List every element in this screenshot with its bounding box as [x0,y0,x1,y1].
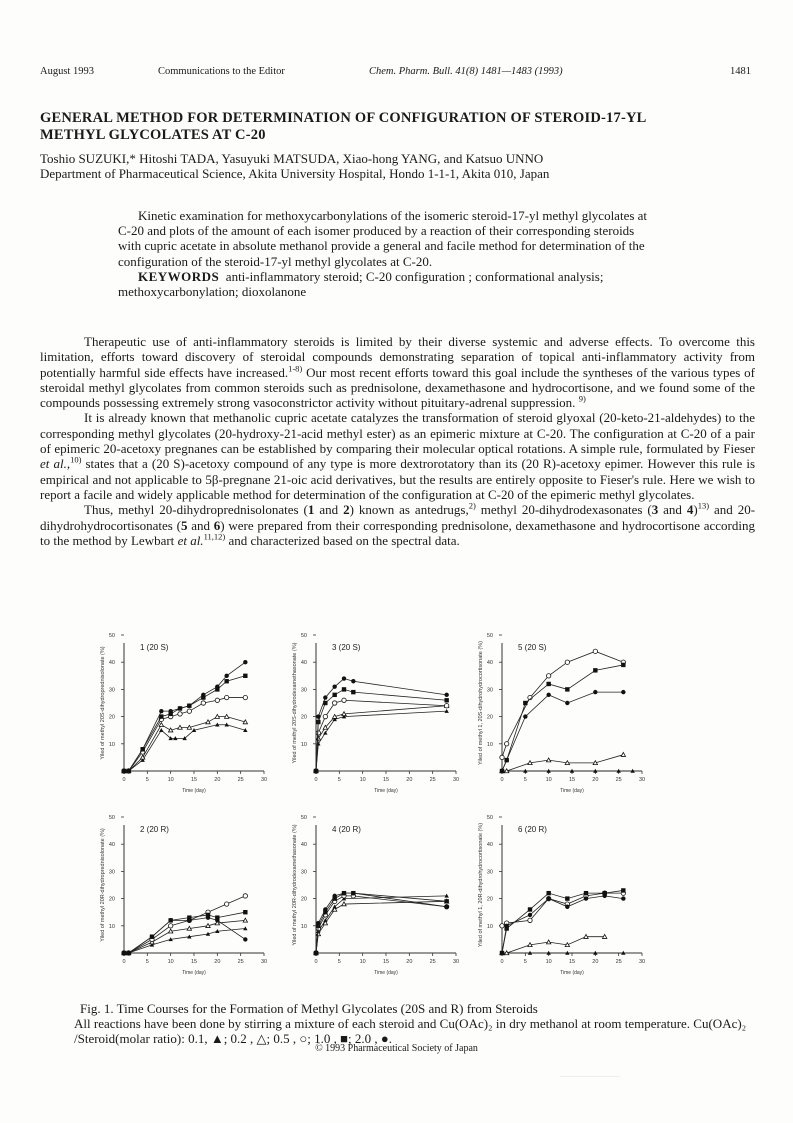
data-point-circle-filled [602,894,606,898]
data-point-circle-filled [323,907,327,911]
x-tick-label: 0 [122,959,126,965]
panel-label: 3 (20 S) [332,643,361,652]
chart-panel-4 [292,815,459,976]
data-point-triangle-filled [159,728,163,732]
y-tick-label: 50 [108,815,115,821]
x-tick-label: 10 [545,777,552,783]
data-point-circle-open [565,660,569,664]
p3-f: ) were prepared from their corresponding prednisolone, dexamethasone and hydrocortisone according to the method by Lewbart [40,517,755,548]
y-tick-label: 20 [486,714,493,721]
x-tick-label: 30 [452,959,460,965]
data-point-triangle-open [504,951,508,955]
data-point-circle-open [593,649,597,653]
data-point-triangle-open [243,918,247,922]
data-point-circle-open [342,698,346,702]
panel-label: 2 (20 R) [140,825,169,834]
x-tick-label: 30 [260,777,268,783]
y-tick-label: 40 [486,842,493,849]
x-axis-label: Time (day) [560,970,584,976]
panel-label: 6 (20 R) [518,825,547,834]
data-point-triangle-open [565,761,569,765]
x-tick-label: 0 [314,777,318,783]
x-tick-label: 25 [237,777,244,783]
series-line-triangle-open [502,755,623,771]
x-axis-label: Time (day) [374,970,398,976]
data-point-triangle-open [342,902,346,906]
y-axis-label: Yiled of methyl 20R-dihydroprednisolonate (%) [100,828,106,942]
x-tick-label: 20 [214,777,221,783]
x-tick-label: 5 [337,777,341,783]
et-al-2: et al. [177,532,204,548]
data-point-square-filled [546,891,550,895]
data-point-circle-filled [342,891,346,895]
data-point-triangle-open [504,769,508,773]
figure-caption [74,1001,754,1046]
data-point-triangle-open [178,725,182,729]
x-axis-label: Time (day) [182,788,206,794]
data-point-circle-filled [314,769,318,773]
scan-mark [560,1076,620,1077]
data-point-circle-filled [523,714,527,718]
body-text [40,334,755,548]
title-line-1: GENERAL METHOD FOR DETERMINATION OF CONFIGURATION OF STEROID-17-YL [40,110,647,126]
data-point-square-filled [351,690,355,694]
paragraph-2 [40,410,755,502]
data-point-circle-filled [332,684,336,688]
x-tick-label: 5 [145,777,149,783]
data-point-circle-filled [150,934,154,938]
y-tick-label: 10 [486,923,493,930]
figure-1 [94,617,734,1001]
data-point-square-filled [224,679,228,683]
data-point-square-filled [621,663,625,667]
data-point-triangle-open [602,934,606,938]
x-tick-label: 20 [592,959,599,965]
series-line-circle-open [316,896,447,953]
data-point-circle-open [500,755,504,759]
data-point-circle-open [444,704,448,708]
x-tick-label: 30 [638,959,646,965]
data-point-circle-filled [621,896,625,900]
data-point-circle-filled [126,769,130,773]
chart-panel-3 [292,633,459,794]
data-point-circle-filled [168,709,172,713]
p3-d: ) [693,502,698,518]
data-point-square-filled [565,687,569,691]
series-line-triangle-filled [124,929,245,953]
x-tick-label: 15 [382,959,390,965]
series-line-circle-filled [502,692,623,771]
ref-13: 13) [697,500,710,511]
y-tick-label: 10 [300,741,307,748]
x-tick-label: 0 [122,777,126,783]
data-point-triangle-open [565,943,569,947]
x-tick-label: 0 [500,959,504,965]
y-tick-label: 50 [486,815,493,821]
data-point-circle-filled [243,660,247,664]
data-point-square-filled [342,687,346,691]
x-tick-label: 25 [429,959,436,965]
authors: Toshio SUZUKI,* Hitoshi TADA, Yasuyuki MATSUDA, Xiao-hong YANG, and Katsuo UNNO [40,151,544,166]
paragraph-1-text: Therapeutic use of anti-inflammatory steroids is limited by their diverse systemic and adverse effects. To overcome this limitation, efforts toward discovery of steroidal compounds demonstrating separation of topical anti-inflammatory activity from potentially harmful side effects have increased. [40,334,755,380]
data-point-circle-filled [565,701,569,705]
y-axis-label: Yiled of methyl 1, 20R-dihydrohydrocortisonate (%) [478,822,484,948]
data-point-circle-open [504,742,508,746]
compound-1: 1 [307,502,315,518]
data-point-square-filled [332,693,336,697]
y-tick-label: 50 [108,633,115,639]
chart-panel-6 [478,815,645,976]
data-point-circle-filled [332,894,336,898]
series-line-circle-filled [124,918,245,953]
x-tick-label: 15 [382,777,390,783]
data-point-circle-filled [122,769,126,773]
data-point-circle-open [187,709,191,713]
x-axis-label: Time (day) [374,788,398,794]
keywords-text: anti-inflammatory steroid; C-20 configuration ; conformational analysis; methoxycarbonylation; dioxolanone [118,268,604,300]
data-point-square-filled [523,701,527,705]
data-point-circle-filled [316,921,320,925]
data-point-circle-open [243,695,247,699]
y-tick-label: 50 [300,633,307,639]
data-point-circle-filled [316,714,320,718]
data-point-circle-filled [584,896,588,900]
data-point-circle-filled [243,937,247,941]
y-tick-label: 10 [300,923,307,930]
data-point-triangle-open [168,728,172,732]
x-tick-label: 25 [615,959,622,965]
p3-and-3: and [191,517,211,533]
x-tick-label: 10 [167,959,174,965]
compound-3: 3 [651,502,659,518]
x-tick-label: 20 [406,959,413,965]
y-tick-label: 30 [486,687,493,694]
keywords [118,269,658,299]
series-line-triangle-open [502,937,605,953]
ref-2: 2) [468,500,476,511]
x-tick-label: 30 [452,777,460,783]
y-tick-label: 30 [108,687,115,694]
p3-b: ) known as antedrugs, [349,502,469,518]
x-tick-label: 20 [592,777,599,783]
data-point-square-filled [444,698,448,702]
x-tick-label: 15 [190,777,198,783]
y-tick-label: 10 [486,741,493,748]
x-tick-label: 10 [359,959,366,965]
data-point-circle-filled [504,758,508,762]
caption-body: All reactions have been done by stirring a mixture of each steroid and Cu(OAc)₂ in dry methanol at room temperature. Cu(OAc)₂ /Steroid(molar ratio): 0.1, ▲; 0.2 , △; 0.5 , ○; 1.0 , ■; 2.0 , ●. [74,1016,747,1046]
paragraph-1-text-b: Our most recent efforts toward this goal include the syntheses of the various types of steroidal methyl glycolates from common steroids such as prednisolone, dexamethasone and hydrocortisone, and we found some of the compounds possessing extremely strong vasoconstrictor activity without pituitary-adrenal suppression. [40,364,756,411]
chart-panel-2 [100,815,267,976]
x-tick-label: 30 [260,959,268,965]
data-point-circle-filled [187,918,191,922]
p3-and-1: and [319,502,339,518]
data-point-circle-open [243,894,247,898]
data-point-circle-filled [546,896,550,900]
compound-5: 5 [180,517,188,533]
panel-label: 1 (20 S) [140,643,169,652]
y-axis-label: Yiled of methyl 1, 20S-dihydrohydrocortisonate (%) [478,641,484,765]
data-point-circle-filled [215,918,219,922]
x-tick-label: 0 [500,777,504,783]
data-point-square-filled [528,907,532,911]
x-tick-label: 25 [615,777,622,783]
data-point-circle-filled [565,905,569,909]
caption-title: Fig. 1. Time Courses for the Formation of Methyl Glycolates (20S and R) from Steroids [80,1001,538,1016]
copyright: © 1993 Pharmaceutical Society of Japan [315,1043,478,1054]
header-date: August 1993 [40,66,94,77]
panel-label: 4 (20 R) [332,825,361,834]
x-tick-label: 5 [145,959,149,965]
article-title [40,110,760,144]
data-point-circle-filled [504,924,508,928]
data-point-circle-open [215,698,219,702]
series-line-circle-filled [316,679,447,771]
x-tick-label: 20 [406,777,413,783]
data-point-circle-filled [126,951,130,955]
y-tick-label: 20 [300,714,307,721]
compound-2: 2 [343,502,350,518]
y-tick-label: 40 [108,660,115,667]
chart-panel-5 [478,633,645,794]
data-point-circle-filled [187,704,191,708]
data-point-circle-filled [351,679,355,683]
x-tick-label: 10 [167,777,174,783]
data-point-circle-open [323,714,327,718]
data-point-circle-filled [546,693,550,697]
data-point-square-filled [584,891,588,895]
y-tick-label: 20 [300,896,307,903]
data-point-circle-filled [215,684,219,688]
data-point-circle-filled [621,690,625,694]
data-point-triangle-open [342,712,346,716]
y-tick-label: 50 [300,815,307,821]
data-point-circle-filled [323,695,327,699]
paragraph-1 [40,334,755,410]
panel-label: 5 (20 S) [518,643,547,652]
header-journal: Chem. Pharm. Bull. 41(8) 1481—1483 (1993) [369,66,563,77]
data-point-circle-filled [342,676,346,680]
x-tick-label: 5 [337,959,341,965]
data-point-circle-open [224,902,228,906]
x-tick-label: 15 [568,959,576,965]
y-tick-label: 30 [108,869,115,876]
ref-1-8: 1-8) [288,363,303,374]
x-tick-label: 5 [523,959,527,965]
data-point-circle-open [201,701,205,705]
data-point-circle-filled [500,951,504,955]
y-tick-label: 20 [108,714,115,721]
chart-panel-1 [100,633,267,794]
data-point-triangle-open [593,761,597,765]
data-point-square-filled [243,910,247,914]
data-point-triangle-open [243,720,247,724]
x-axis-label: Time (day) [560,788,584,794]
abstract-text: Kinetic examination for methoxycarbonylations of the isomeric steroid-17-yl methyl glycolates at C-20 and plots of the amount of each isomer produced by a reaction of their corresponding steroids with cupric acetate in absolute methanol provide a general and facile method for determination of the configuration of the steroid-17-yl methyl glycolates at C-20. [118,208,648,269]
x-tick-label: 0 [314,959,318,965]
data-point-square-filled [444,899,448,903]
paragraph-2-text: It is already known that methanolic cupric acetate catalyzes the transformation of steroid glyoxal (20-keto-21-aldehydes) to the corresponding methyl glycolates (20-hydroxy-21-acid methyl ester) as an epimeric mixture at C-20. The configuration at C-20 of a pair of epimeric 20-acetoxy pregnanes can be established by comparing their molecular optical rotations. A simple rule, formulated by Fieser [40,410,755,457]
data-point-circle-open [546,674,550,678]
y-tick-label: 10 [108,923,115,930]
y-axis-label: Yiled of methyl 20S-dihydrodexamethasonate (%) [292,642,298,764]
y-tick-label: 30 [300,869,307,876]
data-point-square-filled [243,674,247,678]
y-axis-label: Yiled of methyl 20R-dihydrodexamethasonate (%) [292,824,298,946]
x-tick-label: 5 [523,777,527,783]
data-point-circle-open [332,701,336,705]
data-point-circle-open [168,924,172,928]
y-tick-label: 30 [300,687,307,694]
data-point-triangle-open [584,934,588,938]
data-point-circle-filled [224,674,228,678]
data-point-triangle-open [546,758,550,762]
data-point-circle-open [528,918,532,922]
series-line-circle-open [502,893,623,926]
compound-4: 4 [686,502,694,518]
p3-e: and 20-dihydrohydrocortisonates ( [40,502,756,533]
data-point-triangle-open [332,714,336,718]
compound-6: 6 [213,517,221,533]
data-point-circle-filled [122,951,126,955]
data-point-square-filled [621,888,625,892]
data-point-triangle-open [140,755,144,759]
data-point-circle-filled [178,706,182,710]
ref-9: 9) [578,393,586,404]
series-line-circle-open [502,651,623,757]
keywords-label: KEYWORDS [138,268,220,284]
data-point-triangle-open [187,926,191,930]
y-tick-label: 40 [300,660,307,667]
x-tick-label: 15 [190,959,198,965]
data-point-circle-filled [444,693,448,697]
x-tick-label: 30 [638,777,646,783]
p3-a: Thus, methyl 20-dihydroprednisolonates ( [84,502,308,518]
data-point-triangle-open [187,725,191,729]
data-point-circle-filled [593,690,597,694]
x-tick-label: 15 [568,777,576,783]
ref-11-12: 11,12) [203,531,226,542]
data-point-triangle-open [159,723,163,727]
data-point-circle-filled [140,747,144,751]
data-point-triangle-open [224,714,228,718]
y-axis-label: Yiled of methyl 20S-dihydroprednisolonate (%) [100,646,106,760]
x-tick-label: 20 [214,959,221,965]
data-point-circle-filled [444,905,448,909]
data-point-circle-filled [314,951,318,955]
header-section: Communications to the Editor [158,66,285,77]
y-tick-label: 30 [486,869,493,876]
y-tick-label: 10 [108,741,115,748]
data-point-circle-open [500,924,504,928]
y-tick-label: 40 [108,842,115,849]
y-tick-label: 40 [486,660,493,667]
data-point-triangle-open [528,761,532,765]
data-point-triangle-open [206,720,210,724]
y-tick-label: 20 [486,896,493,903]
data-point-triangle-open [528,943,532,947]
p3-c: methyl 20-dihydrodexasonates ( [480,502,652,518]
x-tick-label: 25 [237,959,244,965]
paragraph-3 [40,502,755,548]
y-tick-label: 20 [108,896,115,903]
paragraph-2-text-b: states that a (20 S)-acetoxy compound of any type is more dextrorotatory than its (20 R)-acetoxy epimer. However this rule is empirical and not applicable to 5β-pregnane 21-oic acid derivatives, but the results are entirely opposite to Fieser's rule. Here we wish to report a facile and widely applicable method for determination of the configuration at C-20 of the epimeric methyl glycolates. [40,456,756,502]
data-point-triangle-open [168,929,172,933]
data-point-triangle-open [621,752,625,756]
et-al: et al., [40,456,71,472]
data-point-circle-filled [201,693,205,697]
p3-and-2: and [663,502,682,518]
data-point-square-filled [546,682,550,686]
data-point-circle-open [316,731,320,735]
x-tick-label: 10 [359,777,366,783]
ref-10: 10) [70,455,82,466]
p3-g: and characterized based on the spectral data. [228,532,460,548]
data-point-circle-open [178,712,182,716]
data-point-circle-filled [500,769,504,773]
data-point-circle-open [224,695,228,699]
data-point-triangle-open [215,714,219,718]
data-point-square-filled [565,896,569,900]
data-point-circle-filled [351,891,355,895]
data-point-triangle-open [206,924,210,928]
x-tick-label: 10 [545,959,552,965]
affiliation: Department of Pharmaceutical Science, Akita University Hospital, Hondo 1-1-1, Akita 010, Japan [40,166,550,181]
header-page: 1481 [730,66,751,77]
series-line-square-filled [502,665,623,771]
title-line-2: METHYL GLYCOLATES AT C-20 [40,127,266,143]
data-point-triangle-open [546,940,550,944]
x-axis-label: Time (day) [182,970,206,976]
data-point-circle-filled [528,913,532,917]
y-tick-label: 40 [300,842,307,849]
abstract [118,208,658,299]
x-tick-label: 25 [429,777,436,783]
data-point-circle-filled [168,918,172,922]
y-tick-label: 50 [486,633,493,639]
data-point-circle-filled [206,915,210,919]
data-point-circle-filled [159,709,163,713]
data-point-square-filled [593,668,597,672]
